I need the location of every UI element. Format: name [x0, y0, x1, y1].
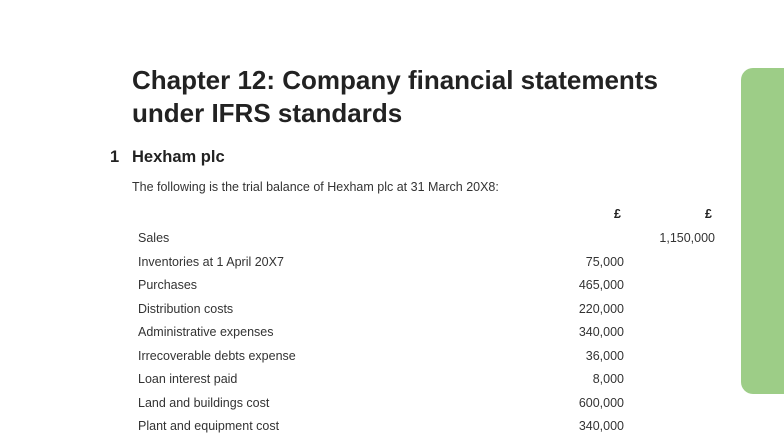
table-row — [0, 393, 784, 417]
table-row — [0, 275, 784, 299]
row-label: Loan interest paid — [138, 372, 238, 386]
table-row — [0, 252, 784, 276]
row-debit: 75,000 — [585, 254, 624, 269]
table-row — [0, 416, 784, 440]
row-label: Plant and equipment cost — [138, 419, 280, 433]
row-debit: 36,000 — [585, 348, 624, 363]
chapter-title — [132, 64, 732, 130]
chapter-title-line-2: under IFRS standards — [132, 98, 403, 128]
row-debit: 465,000 — [578, 278, 624, 292]
chapter-title-line-1: Chapter 12: Company financial statements — [132, 65, 658, 95]
section-title: Hexham plc — [132, 148, 225, 166]
row-label: Purchases — [138, 278, 198, 292]
row-debit: 8,000 — [592, 372, 624, 386]
table-row — [0, 299, 784, 323]
row-label: Distribution costs — [138, 301, 234, 316]
intro-text: The following is the trial balance of Hexham plc at 31 March 20X8: — [132, 180, 499, 194]
table-row — [0, 228, 784, 252]
section-heading — [110, 148, 225, 167]
row-label: Irrecoverable debts expense — [138, 348, 296, 363]
row-credit: 1,150,000 — [659, 231, 715, 245]
row-debit: 340,000 — [578, 325, 624, 339]
row-debit: 340,000 — [578, 419, 624, 433]
trial-balance-table — [0, 228, 784, 440]
credit-currency-header: £ — [705, 207, 712, 221]
row-label: Sales — [138, 231, 170, 245]
table-row — [0, 369, 784, 393]
debit-currency-header: £ — [614, 207, 621, 221]
row-label: Inventories at 1 April 20X7 — [138, 254, 284, 269]
row-debit: 220,000 — [578, 301, 624, 316]
row-label: Administrative expenses — [138, 325, 274, 339]
table-row — [0, 346, 784, 370]
section-number: 1 — [110, 148, 120, 166]
row-label: Land and buildings cost — [138, 395, 270, 410]
row-debit: 600,000 — [578, 395, 624, 410]
table-row — [0, 322, 784, 346]
